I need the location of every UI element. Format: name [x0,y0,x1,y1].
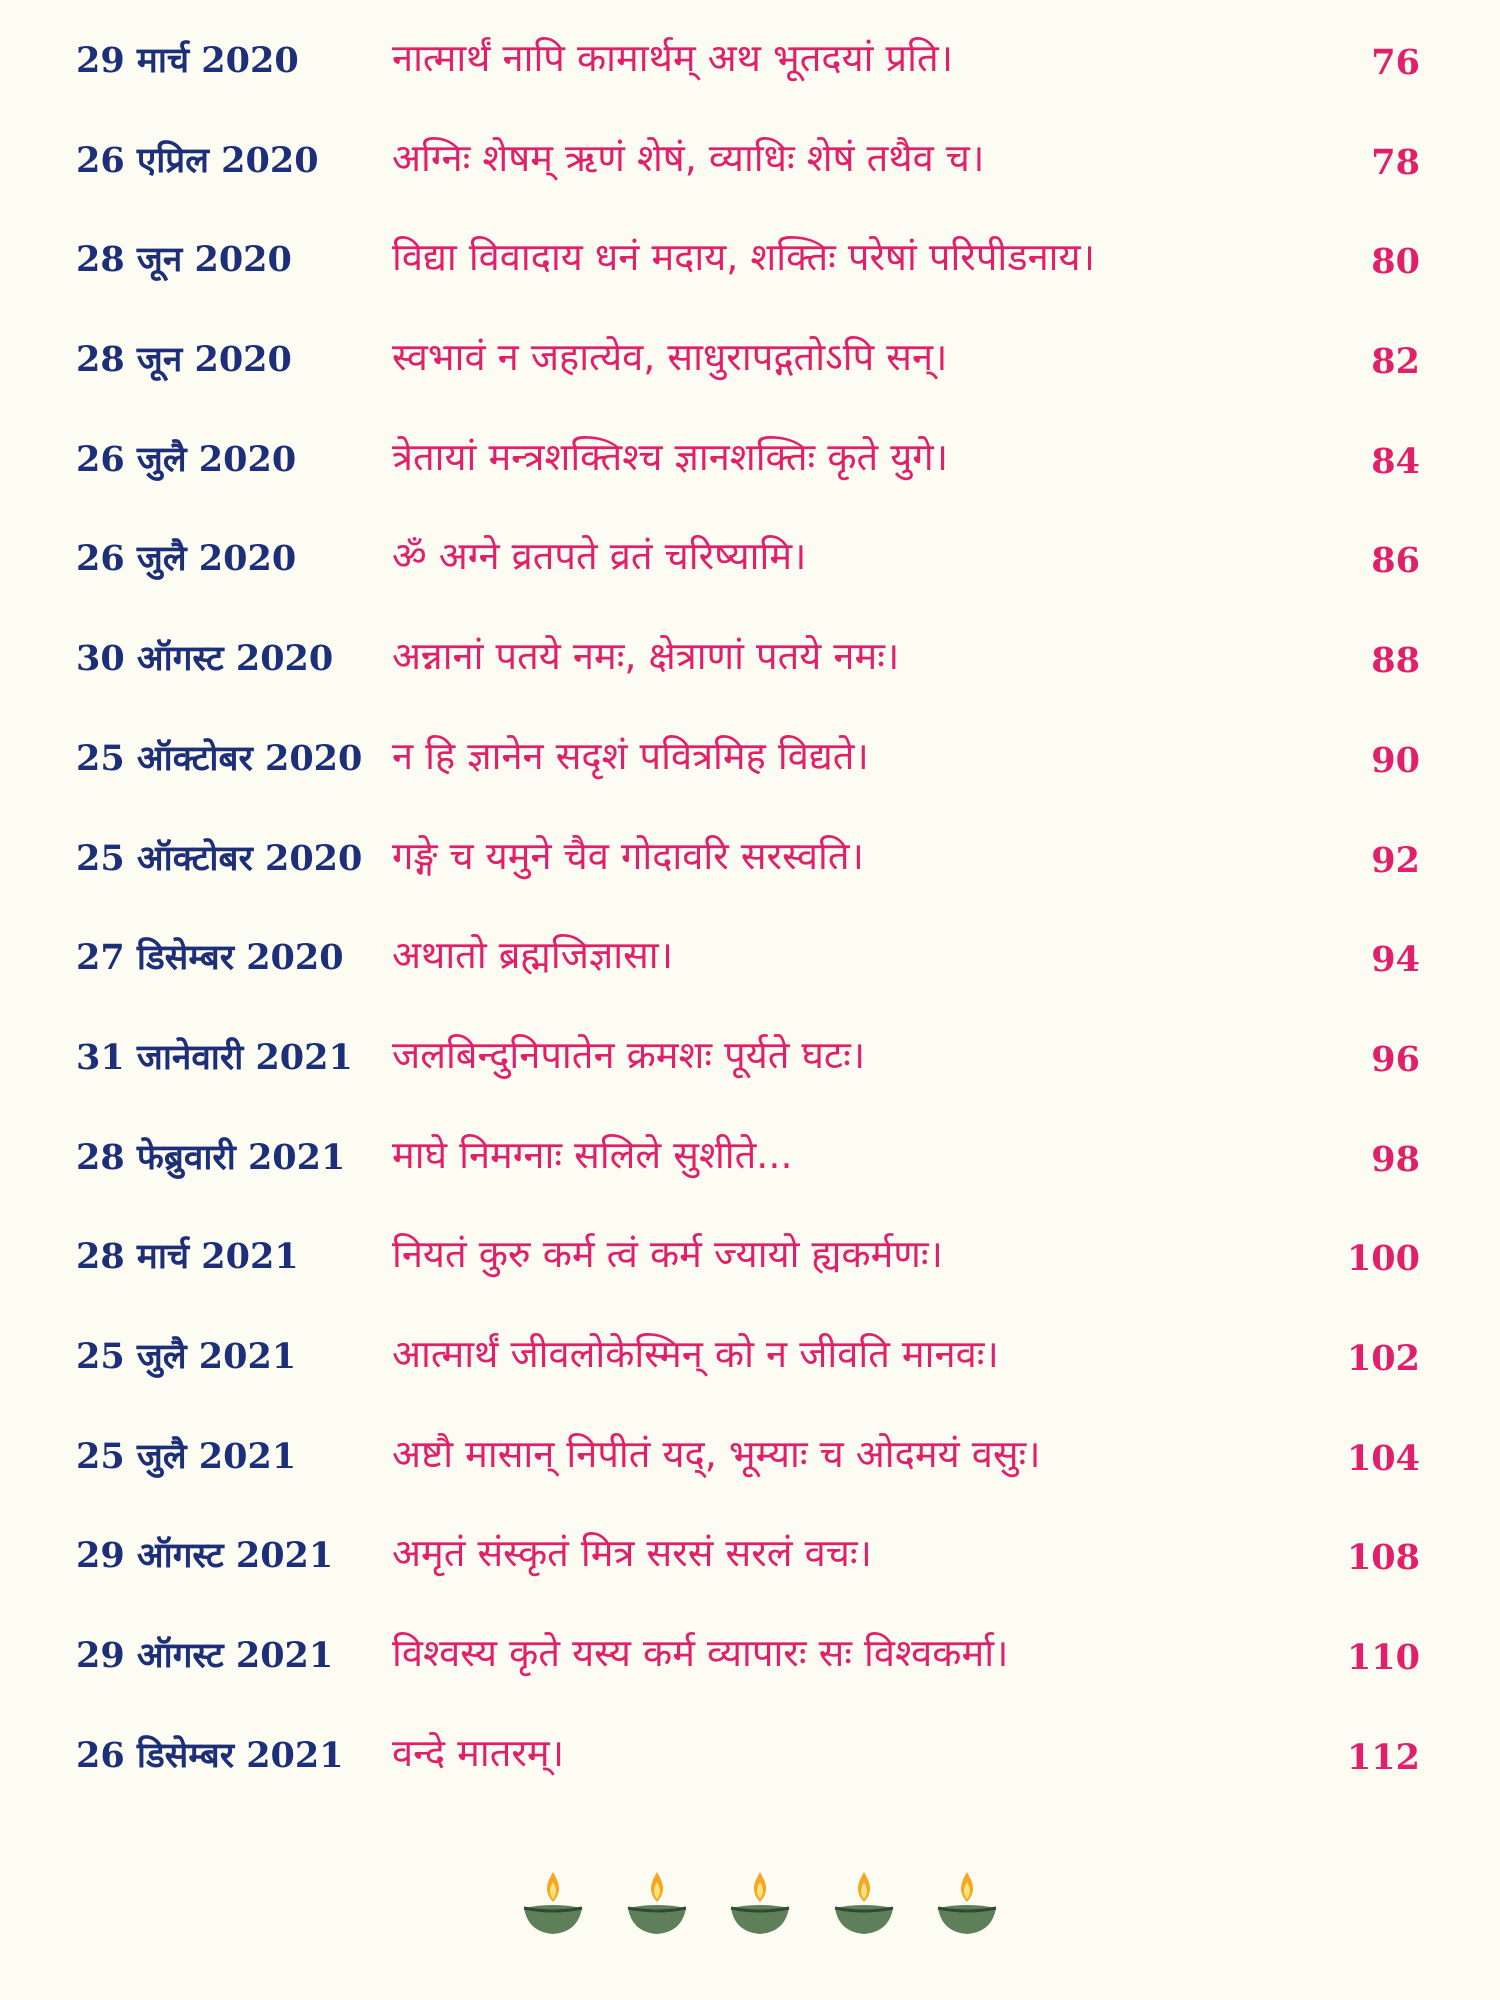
toc-row [0,519,1500,619]
toc-date: 31 जानेवारी 2021 [76,1036,353,1078]
toc-row [0,1018,1500,1118]
toc-date: 25 जुलै 2021 [76,1435,297,1477]
toc-page-number: 98 [1371,1138,1420,1180]
toc-row [0,320,1500,420]
toc-date: 26 डिसेम्बर 2021 [76,1734,344,1776]
toc-verse: त्रेतायां मन्त्रशक्तिश्च ज्ञानशक्तिः कृते युगे। [392,434,949,479]
toc-row [0,1118,1500,1218]
toc-verse: वन्दे मातरम्। [392,1730,565,1775]
toc-verse: अग्निः शेषम् ऋणं शेषं, व्याधिः शेषं तथैव च। [392,135,985,180]
toc-verse: विद्या विवादाय धनं मदाय, शक्तिः परेषां परिपीडनाय। [392,235,1095,280]
toc-date: 25 जुलै 2021 [76,1335,297,1377]
toc-verse: अमृतं संस्कृतं मित्र सरसं सरलं वचः। [392,1531,872,1576]
toc-page-number: 86 [1371,540,1420,582]
diya-lamp-icon [934,1870,1000,1940]
toc-date: 28 फेब्रुवारी 2021 [76,1136,346,1178]
toc-date: 26 जुलै 2020 [76,438,297,480]
toc-verse: स्वभावं न जहात्येव, साधुरापद्गतोऽपि सन्। [392,335,948,380]
toc-page-number: 108 [1346,1537,1420,1579]
toc-date: 26 एप्रिल 2020 [76,139,319,181]
toc-date: 28 मार्च 2021 [76,1236,299,1278]
toc-row [0,1417,1500,1517]
toc-row [0,1616,1500,1716]
toc-page-number: 82 [1371,341,1420,383]
toc-verse: जलबिन्दुनिपातेन क्रमशः पूर्यते घटः। [392,1032,866,1077]
toc-date: 29 ऑगस्ट 2021 [76,1535,334,1577]
toc-verse: न हि ज्ञानेन सदृशं पवित्रमिह विद्यते। [392,733,869,778]
toc-verse: गङ्गे च यमुने चैव गोदावरि सरस्वति। [392,833,864,878]
toc-page-number: 100 [1346,1238,1420,1280]
toc-row [0,420,1500,520]
toc-row [0,220,1500,320]
toc-row [0,918,1500,1018]
toc-verse: नात्मार्थं नापि कामार्थम् अथ भूतदयां प्रति। [392,36,954,80]
toc-row [0,719,1500,819]
toc-date: 28 जून 2020 [76,239,292,281]
toc-row [0,619,1500,719]
toc-list [0,21,1500,1815]
diya-lamp-icon [520,1870,586,1940]
diya-lamp-icon [831,1870,897,1940]
toc-page-number: 94 [1371,939,1420,981]
toc-page-number: 102 [1346,1337,1420,1379]
toc-page-number: 80 [1371,241,1420,283]
toc-row [0,1516,1500,1616]
toc-page-number: 84 [1371,440,1420,482]
toc-page-number: 76 [1371,42,1420,83]
diya-lamp-icon [727,1870,793,1940]
toc-date: 27 डिसेम्बर 2020 [76,937,344,979]
toc-verse: अथातो ब्रह्मजिज्ञासा। [392,933,674,978]
toc-row [0,819,1500,919]
toc-row [0,121,1500,221]
toc-page-number: 104 [1346,1437,1420,1479]
toc-verse: नियतं कुरु कर्म त्वं कर्म ज्यायो ह्यकर्मणः। [392,1232,943,1277]
toc-date: 28 जून 2020 [76,339,292,381]
diya-lamp-icon [624,1870,690,1940]
toc-page-number: 110 [1346,1637,1420,1678]
toc-date: 25 ऑक्टोबर 2020 [76,737,363,779]
toc-date: 25 ऑक्टोबर 2020 [76,837,363,879]
toc-row [0,1217,1500,1317]
toc-verse: आत्मार्थं जीवलोकेस्मिन् को न जीवति मानवः। [392,1331,999,1376]
toc-row [0,1317,1500,1417]
toc-row [0,1716,1500,1816]
toc-date: 29 ऑगस्ट 2021 [76,1635,334,1676]
toc-verse: माघे निमग्नाः सलिले सुशीते... [392,1132,793,1177]
toc-date: 26 जुलै 2020 [76,538,297,580]
toc-page-number: 92 [1371,839,1420,881]
toc-page-number: 112 [1346,1736,1420,1778]
toc-verse: अन्नानां पतये नमः, क्षेत्राणां पतये नमः। [392,634,900,679]
toc-verse: विश्वस्य कृते यस्य कर्म व्यापारः सः विश्वकर्मा। [392,1631,1009,1675]
toc-date: 30 ऑगस्ट 2020 [76,638,334,680]
toc-page-number: 88 [1371,640,1420,682]
toc-page-number: 90 [1371,739,1420,781]
diya-lamp-row [520,1870,1000,1950]
toc-page-number: 78 [1371,141,1420,183]
toc-date: 29 मार्च 2020 [76,40,299,81]
toc-verse: अष्टौ मासान् निपीतं यद्, भूम्याः च ओदमयं वसुः। [392,1431,1041,1476]
toc-verse: ॐ अग्ने व्रतपते व्रतं चरिष्यामि। [392,534,807,579]
toc-row [0,21,1500,121]
toc-page-number: 96 [1371,1038,1420,1080]
